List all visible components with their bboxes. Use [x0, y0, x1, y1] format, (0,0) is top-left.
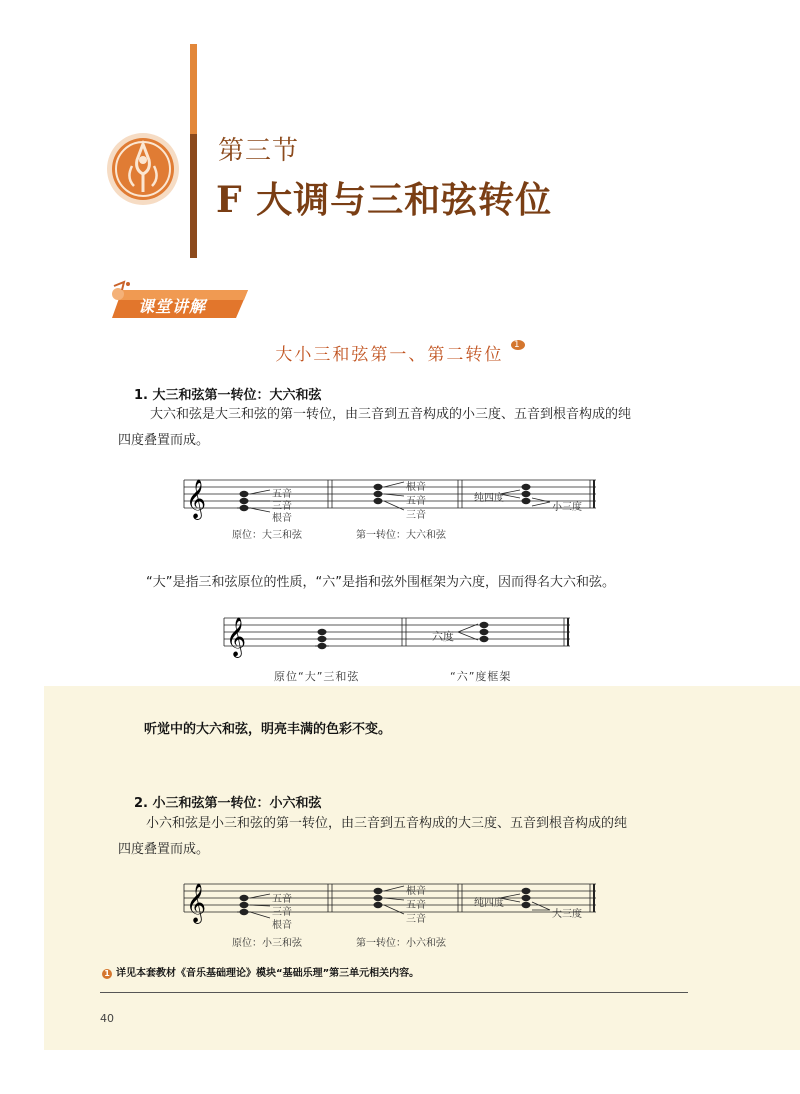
part2-para-line1: 小六和弦是小三和弦的第一转位，由三音到五音构成的大三度、五音到根音构成的纯	[146, 816, 628, 831]
part1-title: 1. 大三和弦第一转位：大六和弦	[134, 388, 322, 403]
caption-root-position: 原位：大三和弦	[232, 530, 302, 541]
listening-note: 听觉中的大六和弦，明亮丰满的色彩不变。	[144, 722, 392, 737]
treble-clef-icon: 𝄞	[226, 617, 247, 657]
footnote-marker: 1	[511, 340, 525, 350]
label-inv-root: 根音	[406, 482, 426, 493]
label-inv-fifth: 五音	[406, 900, 426, 911]
accent-bar-bottom	[190, 134, 197, 258]
label-root: 根音	[272, 920, 292, 931]
interval-top-label: 纯四度	[474, 493, 504, 504]
caption-first-inversion: 第一转位：大六和弦	[356, 530, 446, 541]
staff-sixth-frame	[222, 610, 572, 666]
banner-label: 课堂讲解	[138, 297, 207, 316]
page-number: 40	[100, 1012, 114, 1025]
caption-root-position: 原位：小三和弦	[232, 938, 302, 949]
label-third: 三音	[272, 907, 292, 918]
caption-major-root: 原位“大”三和弦	[274, 670, 360, 683]
sixth-interval-label: 六度	[432, 630, 454, 643]
label-third: 三音	[272, 501, 292, 512]
footnote-number: 1	[102, 969, 112, 979]
footnote-text: 详见本套教材《音乐基础理论》模块“基础乐理”第三单元相关内容。	[116, 968, 420, 979]
part1-para-line2: 四度叠置而成。	[118, 433, 210, 448]
caption-first-inversion: 第一转位：小六和弦	[356, 938, 446, 949]
treble-clef-icon: 𝄞	[186, 883, 207, 923]
caption-sixth-frame: “六”度框架	[450, 670, 512, 683]
label-inv-fifth: 五音	[406, 496, 426, 507]
label-fifth: 五音	[272, 894, 292, 905]
interval-top-label: 纯四度	[474, 898, 504, 909]
label-inv-third: 三音	[406, 914, 426, 925]
music-emblem-icon	[104, 130, 182, 208]
label-inv-third: 三音	[406, 510, 426, 521]
section-label: 第三节	[218, 136, 300, 166]
part2-para-line2: 四度叠置而成。	[118, 842, 210, 857]
footnote	[102, 964, 419, 979]
interval-bottom-label: 小三度	[552, 502, 582, 513]
label-root: 根音	[272, 513, 292, 524]
part1-explain: “大”是指三和弦原位的性质，“六”是指和弦外围框架为六度，因而得名大六和弦。	[146, 575, 615, 590]
treble-clef-icon: 𝄞	[186, 479, 207, 519]
footer-rule	[100, 992, 688, 993]
staff-minor-chords	[178, 878, 598, 938]
interval-bottom-label: 大三度	[552, 909, 582, 920]
part1-para-line1: 大六和弦是大三和弦的第一转位，由三音到五音构成的小三度、五音到根音构成的纯	[150, 407, 632, 422]
chapter-title: F 大调与三和弦转位	[216, 179, 553, 221]
label-fifth: 五音	[272, 489, 292, 500]
accent-bar-top	[190, 44, 197, 134]
highlight-panel	[44, 686, 800, 1050]
part2-title: 2. 小三和弦第一转位：小六和弦	[134, 796, 322, 811]
label-inv-root: 根音	[406, 886, 426, 897]
section-heading	[0, 340, 800, 365]
section-heading-text: 大小三和弦第一、第二转位	[275, 345, 504, 365]
